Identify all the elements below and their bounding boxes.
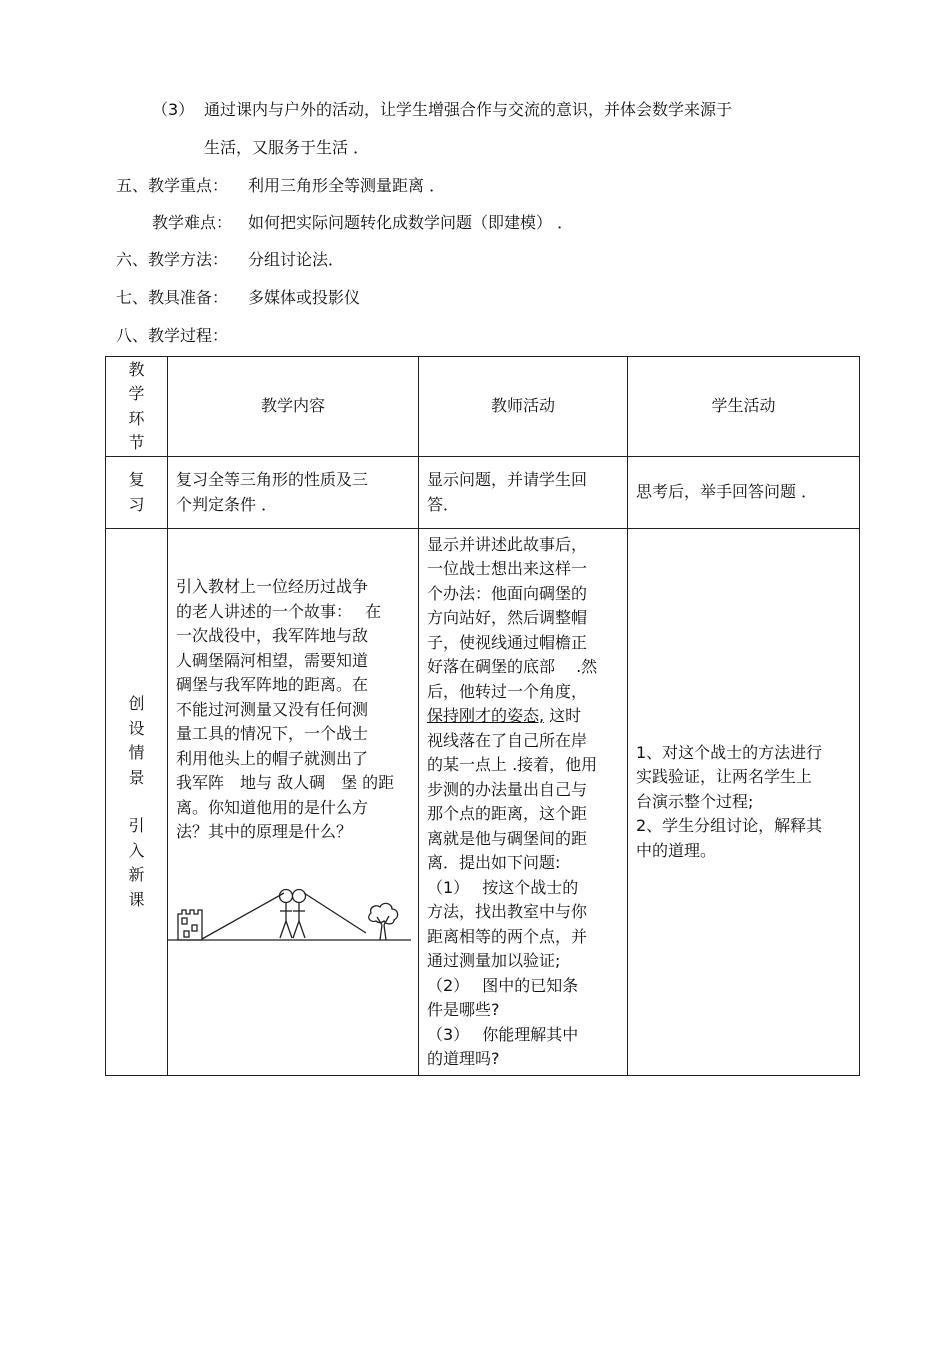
header-student: 学生活动 — [628, 357, 860, 457]
story-text — [176, 575, 412, 845]
story-line: 不能过河测量又没有任何测 — [176, 699, 369, 719]
row2-student: 1、对这个战士的方法进行 实践验证，让两名学生上 台演示整个过程; 2、学生分组讨论，解释其 中的道理。 — [628, 529, 860, 1076]
tree-icon — [369, 903, 398, 940]
underlined-phrase: 保持刚才的姿态, — [427, 706, 545, 725]
story-line: 的老人讲述的一个故事： 在 — [176, 601, 382, 621]
row2-content — [168, 529, 419, 1076]
section5-value: 利用三角形全等测量距离 ． — [248, 176, 446, 195]
story-line: 法？其中的原理是什么？ — [176, 822, 353, 841]
header-content: 教学内容 — [168, 357, 419, 457]
item3-number: （3） — [152, 100, 195, 119]
row2-teacher: 显示并讲述此故事后， 一位战士想出来这样一 个办法：他面向碉堡的 方向站好，然后调整帽 子，使视线通过帽檐正 好落在碉堡的底部 .然 后，他转过一个角度， 保持刚才的姿态, 这时 视线落在了自己所在岸 的某一点上 .接着，他用 步测的办法量出自己与 那个点的距离，这个距 离就是他与碉堡间的距 离．提出如下问题: （1） 按这个战士的 方法，找出教室中与你 距离相等的两个点，并 通过测量加以验证; （2） 图中的已知条 件是哪些? （3） 你能理解其中 的道理吗? — [419, 529, 628, 1076]
row1-stage: 复习 — [106, 457, 168, 529]
story-line: 量工具的情况下，一个战士 — [176, 724, 369, 743]
story-line: 引入教材上一位经历过战争 — [176, 577, 369, 596]
section8-label: 八、教学过程： — [116, 326, 229, 345]
story-line: 碉堡与我军阵地的距离。在 — [176, 675, 369, 694]
story-line: 我军阵 地与 敌人碉 堡 的距 — [176, 773, 395, 792]
castle-icon — [178, 910, 202, 940]
header-stage: 教学环节 — [106, 357, 168, 457]
row2-stage: 创设情景 引入新课 — [106, 529, 168, 1076]
row1-teacher: 显示问题，并请学生回 答． — [419, 457, 628, 529]
section6-value: 分组讨论法． — [248, 250, 345, 269]
sight-line-to-tree — [304, 893, 366, 933]
section6-label: 六、教学方法： — [116, 250, 229, 269]
story-line: 离。你知道他用的是什么方 — [176, 797, 369, 817]
table-row — [106, 529, 860, 1076]
story-line: 人碉堡隔河相望，需要知道 — [176, 650, 369, 670]
row1-content: 复习全等三角形的性质及三 个判定条件 ． — [168, 457, 419, 529]
section7-value: 多媒体或投影仪 — [248, 288, 361, 307]
row1-student: 思考后，举手回答问题 ． — [628, 457, 860, 529]
item3-line2: 生活，又服务于生活 ． — [204, 138, 370, 157]
item3-line1: 通过课内与户外的活动，让学生增强合作与交流的意识，并体会数学来源于 — [204, 100, 733, 119]
section7-label: 七、教具准备： — [116, 288, 229, 307]
story-line: 一次战役中，我军阵地与敌 — [176, 626, 369, 645]
header-teacher: 教师活动 — [419, 357, 628, 457]
sight-line-to-castle — [202, 893, 284, 939]
section5b-value: 如何把实际问题转化成数学问题（即建模） ． — [248, 213, 574, 232]
table-row — [106, 457, 860, 529]
table-header-row — [106, 357, 860, 457]
story-line: 利用他头上的帽子就测出了 — [176, 748, 369, 768]
section5b-label: 教学难点： — [152, 213, 233, 232]
section5-label: 五、教学重点： — [116, 176, 229, 195]
stick-figure-icon — [280, 890, 306, 939]
lesson-plan-table — [105, 356, 860, 1076]
measurement-figure — [168, 881, 418, 951]
